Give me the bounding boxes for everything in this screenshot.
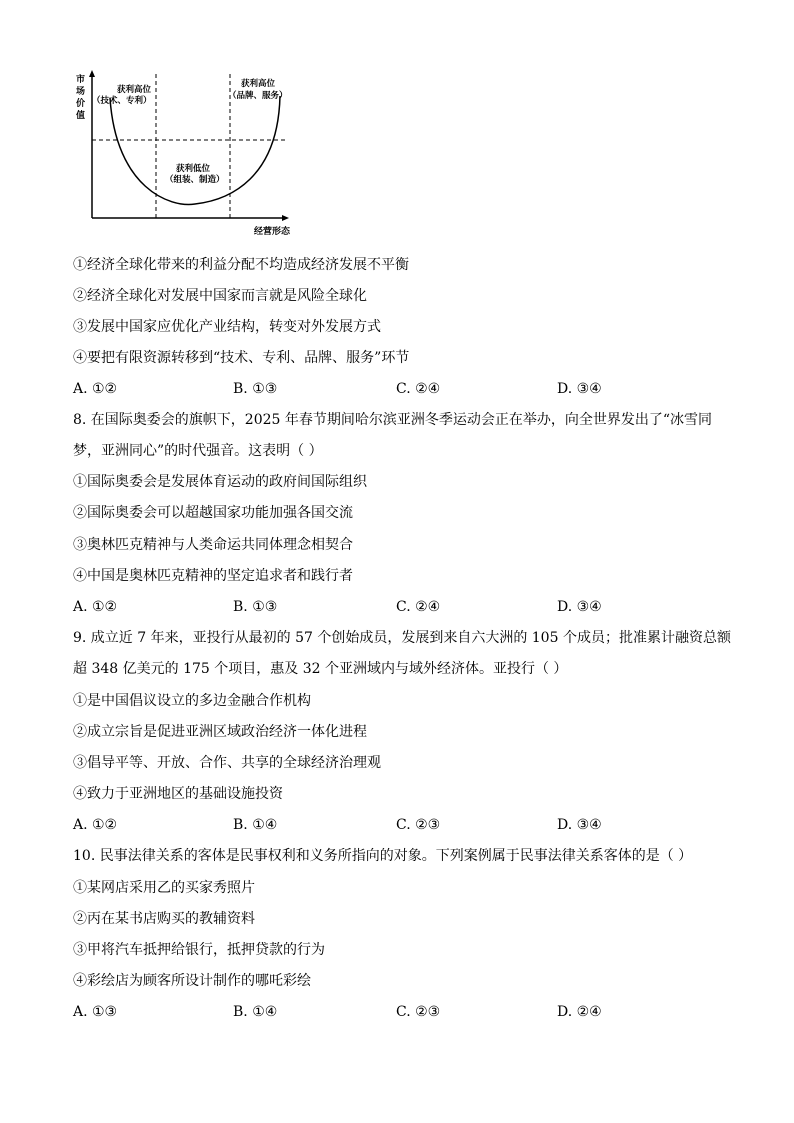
q8-option-a[interactable]: A. ①② (73, 599, 118, 615)
left-region-title: 获利高位 (117, 85, 152, 95)
q9-statement-4: ④致力于亚洲地区的基础设施投资 (73, 786, 283, 802)
y-axis-label-3: 价 (76, 99, 86, 109)
bottom-region-title: 获利低位 (176, 164, 211, 174)
q10-statement-3: ③甲将汽车抵押给银行，抵押贷款的行为 (73, 942, 325, 958)
q7-option-c[interactable]: C. ②④ (396, 381, 441, 397)
q10-option-d[interactable]: D. ②④ (557, 1004, 602, 1020)
smile-curve-diagram (70, 68, 310, 240)
q8-stem-line-2: 梦，亚洲同心”的时代强音。这表明（ ） (73, 443, 323, 459)
y-axis-label-1: 市 (76, 75, 86, 85)
q9-stem-line-1: 9. 成立近 7 年来，亚投行从最初的 57 个创始成员，发展到来自六大洲的 105 个成员；批准累计融资总额 (73, 630, 731, 646)
right-region-title: 获利高位 (241, 79, 276, 89)
q9-option-c[interactable]: C. ②③ (396, 817, 441, 833)
q8-statement-4: ④中国是奥林匹克精神的坚定追求者和践行者 (73, 568, 353, 584)
q7-statement-3: ③发展中国家应优化产业结构，转变对外发展方式 (73, 319, 381, 335)
q7-option-d[interactable]: D. ③④ (557, 381, 602, 397)
right-region-detail: （品牌、服务） (228, 91, 288, 101)
left-region-detail: （技术、专利） (92, 96, 152, 106)
q9-statement-2: ②成立宗旨是促进亚洲区域政治经济一体化进程 (73, 724, 367, 740)
q8-option-b[interactable]: B. ①③ (233, 599, 278, 615)
q10-option-a[interactable]: A. ①③ (73, 1004, 118, 1020)
y-axis-arrow (89, 70, 95, 77)
x-axis-label: 经营形态 (254, 227, 291, 237)
q8-statement-1: ①国际奥委会是发展体育运动的政府间国际组织 (73, 474, 367, 490)
x-axis-arrow (282, 215, 289, 221)
q7-statement-1: ①经济全球化带来的利益分配不均造成经济发展不平衡 (73, 257, 409, 273)
q10-statement-1: ①某网店采用乙的买家秀照片 (73, 880, 255, 896)
q10-statement-4: ④彩绘店为顾客所设计制作的哪吒彩绘 (73, 973, 311, 989)
q8-option-d[interactable]: D. ③④ (557, 599, 602, 615)
q9-option-a[interactable]: A. ①② (73, 817, 118, 833)
q9-statement-1: ①是中国倡议设立的多边金融合作机构 (73, 693, 311, 709)
q8-option-c[interactable]: C. ②④ (396, 599, 441, 615)
q10-stem-line-1: 10. 民事法律关系的客体是民事权利和义务所指向的对象。下列案例属于民事法律关系客体的是（ ） (73, 848, 693, 864)
q7-statement-2: ②经济全球化对发展中国家而言就是风险全球化 (73, 288, 367, 304)
q7-option-b[interactable]: B. ①③ (233, 381, 278, 397)
bottom-region-detail: （组装、制造） (165, 175, 225, 185)
q9-statement-3: ③倡导平等、开放、合作、共享的全球经济治理观 (73, 755, 381, 771)
q10-option-b[interactable]: B. ①④ (233, 1004, 278, 1020)
q8-stem-line-1: 8. 在国际奥委会的旗帜下，2025 年春节期间哈尔滨亚洲冬季运动会正在举办，向全世界发出了“冰雪同 (73, 412, 713, 428)
q8-statement-2: ②国际奥委会可以超越国家功能加强各国交流 (73, 505, 353, 521)
q9-option-b[interactable]: B. ①④ (233, 817, 278, 833)
q7-option-a[interactable]: A. ①② (73, 381, 118, 397)
y-axis-label-2: 场 (76, 87, 86, 97)
q9-option-d[interactable]: D. ③④ (557, 817, 602, 833)
q9-stem-line-2: 超 348 亿美元的 175 个项目，惠及 32 个亚洲域内与域外经济体。亚投行（ ） (73, 661, 568, 677)
y-axis-label-4: 值 (76, 111, 86, 121)
q10-option-c[interactable]: C. ②③ (396, 1004, 441, 1020)
q10-statement-2: ②丙在某书店购买的教辅资料 (73, 911, 255, 927)
smile-curve (110, 96, 280, 204)
q8-statement-3: ③奥林匹克精神与人类命运共同体理念相契合 (73, 537, 353, 553)
q7-statement-4: ④要把有限资源转移到“技术、专利、品牌、服务”环节 (73, 350, 410, 366)
